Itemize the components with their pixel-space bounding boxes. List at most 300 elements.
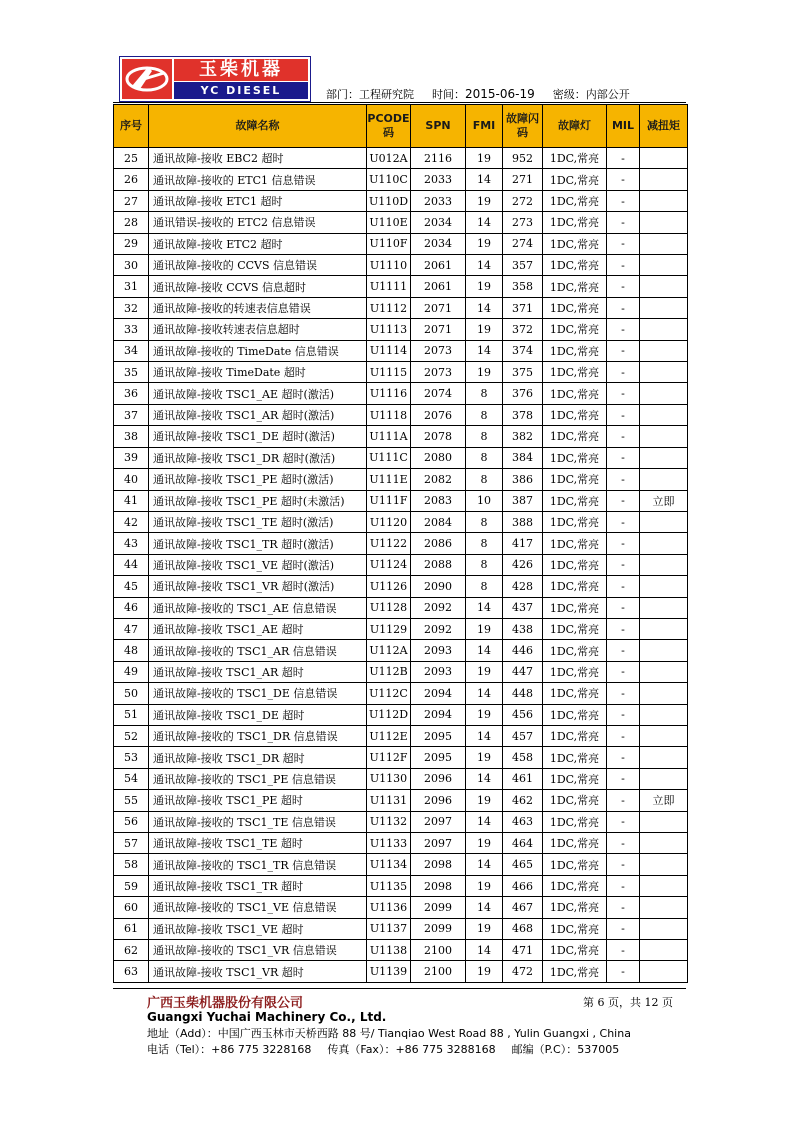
table-row [114, 533, 688, 554]
cell-fault-lamp: 1DC,常亮 [543, 426, 607, 447]
cell-fmi: 14 [466, 854, 503, 875]
header-divider [113, 102, 686, 103]
cell-pcode: U1118 [367, 404, 411, 425]
cell-spn: 2092 [411, 597, 466, 618]
cell-fault-name: 通讯故障-接收的 TSC1_VE 信息错误 [149, 897, 367, 918]
cell-torque-reduction [640, 961, 688, 982]
cell-fault-name: 通讯故障-接收的 TSC1_AE 信息错误 [149, 597, 367, 618]
cell-torque-reduction [640, 233, 688, 254]
table-row [114, 618, 688, 639]
cell-fmi: 14 [466, 897, 503, 918]
cell-index: 26 [114, 169, 149, 190]
cell-pcode: U110F [367, 233, 411, 254]
cell-fmi: 10 [466, 490, 503, 511]
cell-torque-reduction [640, 897, 688, 918]
cell-flash-code: 461 [503, 768, 543, 789]
cell-index: 49 [114, 661, 149, 682]
cell-pcode: U1111 [367, 276, 411, 297]
cell-mil: - [607, 790, 640, 811]
cell-spn: 2092 [411, 618, 466, 639]
cell-pcode: U1110 [367, 255, 411, 276]
cell-spn: 2090 [411, 576, 466, 597]
cell-index: 61 [114, 918, 149, 939]
cell-mil: - [607, 319, 640, 340]
table-row [114, 747, 688, 768]
table-row [114, 362, 688, 383]
cell-flash-code: 464 [503, 833, 543, 854]
cell-torque-reduction [640, 319, 688, 340]
cell-flash-code: 384 [503, 447, 543, 468]
cell-mil: - [607, 833, 640, 854]
cell-fmi: 14 [466, 255, 503, 276]
cell-torque-reduction [640, 725, 688, 746]
cell-spn: 2082 [411, 469, 466, 490]
cell-pcode: U1130 [367, 768, 411, 789]
cell-torque-reduction [640, 597, 688, 618]
cell-spn: 2034 [411, 212, 466, 233]
table-row [114, 875, 688, 896]
cell-mil: - [607, 212, 640, 233]
table-row [114, 490, 688, 511]
cell-flash-code: 448 [503, 683, 543, 704]
cell-flash-code: 456 [503, 704, 543, 725]
cell-fault-name: 通讯故障-接收 TSC1_AR 超时(激活) [149, 404, 367, 425]
cell-mil: - [607, 618, 640, 639]
cell-fmi: 19 [466, 362, 503, 383]
cell-fmi: 19 [466, 190, 503, 211]
cell-fault-lamp: 1DC,常亮 [543, 469, 607, 490]
cell-pcode: U1133 [367, 833, 411, 854]
table-row [114, 683, 688, 704]
cell-spn: 2083 [411, 490, 466, 511]
cell-spn: 2093 [411, 640, 466, 661]
table-row [114, 704, 688, 725]
cell-torque-reduction [640, 511, 688, 532]
cell-index: 30 [114, 255, 149, 276]
cell-spn: 2086 [411, 533, 466, 554]
cell-pcode: U111E [367, 469, 411, 490]
col-header-spn: SPN [411, 105, 466, 148]
cell-fault-name: 通讯故障-接收 TSC1_PE 超时(激活) [149, 469, 367, 490]
cell-pcode: U1134 [367, 854, 411, 875]
cell-flash-code: 462 [503, 790, 543, 811]
cell-flash-code: 465 [503, 854, 543, 875]
cell-fault-lamp: 1DC,常亮 [543, 340, 607, 361]
cell-fault-lamp: 1DC,常亮 [543, 661, 607, 682]
cell-torque-reduction [640, 169, 688, 190]
cell-mil: - [607, 426, 640, 447]
cell-index: 34 [114, 340, 149, 361]
cell-mil: - [607, 576, 640, 597]
cell-torque-reduction [640, 383, 688, 404]
cell-fault-name: 通讯故障-接收的 TimeDate 信息错误 [149, 340, 367, 361]
cell-flash-code: 386 [503, 469, 543, 490]
cell-pcode: U112A [367, 640, 411, 661]
cell-torque-reduction [640, 148, 688, 169]
cell-spn: 2096 [411, 790, 466, 811]
cell-spn: 2076 [411, 404, 466, 425]
cell-torque-reduction [640, 833, 688, 854]
cell-fmi: 14 [466, 640, 503, 661]
cell-fault-lamp: 1DC,常亮 [543, 790, 607, 811]
cell-flash-code: 466 [503, 875, 543, 896]
cell-fault-lamp: 1DC,常亮 [543, 683, 607, 704]
cell-mil: - [607, 597, 640, 618]
cell-pcode: U1132 [367, 811, 411, 832]
cell-index: 43 [114, 533, 149, 554]
cell-mil: - [607, 725, 640, 746]
cell-flash-code: 438 [503, 618, 543, 639]
cell-pcode: U111A [367, 426, 411, 447]
cell-mil: - [607, 747, 640, 768]
cell-mil: - [607, 554, 640, 575]
cell-spn: 2096 [411, 768, 466, 789]
yc-emblem-icon [122, 59, 172, 99]
table-row [114, 897, 688, 918]
cell-fault-name: 通讯故障-接收 TSC1_VR 超时 [149, 961, 367, 982]
cell-index: 58 [114, 854, 149, 875]
cell-fault-name: 通讯故障-接收的 TSC1_VR 信息错误 [149, 940, 367, 961]
cell-spn: 2099 [411, 897, 466, 918]
cell-fmi: 14 [466, 811, 503, 832]
cell-torque-reduction [640, 297, 688, 318]
cell-spn: 2100 [411, 940, 466, 961]
cell-mil: - [607, 490, 640, 511]
cell-pcode: U110E [367, 212, 411, 233]
cell-fault-lamp: 1DC,常亮 [543, 918, 607, 939]
table-row [114, 255, 688, 276]
department-label: 部门：工程研究院 [326, 88, 414, 101]
cell-pcode: U1135 [367, 875, 411, 896]
cell-fault-lamp: 1DC,常亮 [543, 640, 607, 661]
cell-spn: 2098 [411, 854, 466, 875]
cell-mil: - [607, 918, 640, 939]
fax: 传真（Fax）：+86 775 3288168 [327, 1043, 496, 1056]
cell-flash-code: 387 [503, 490, 543, 511]
cell-mil: - [607, 768, 640, 789]
cell-torque-reduction [640, 426, 688, 447]
cell-fmi: 14 [466, 340, 503, 361]
cell-fault-lamp: 1DC,常亮 [543, 704, 607, 725]
cell-mil: - [607, 169, 640, 190]
cell-index: 46 [114, 597, 149, 618]
cell-mil: - [607, 683, 640, 704]
cell-fmi: 8 [466, 554, 503, 575]
cell-fault-name: 通讯故障-接收 TSC1_TR 超时(激活) [149, 533, 367, 554]
cell-fault-lamp: 1DC,常亮 [543, 212, 607, 233]
cell-mil: - [607, 661, 640, 682]
cell-spn: 2033 [411, 169, 466, 190]
col-header-index: 序号 [114, 105, 149, 148]
cell-spn: 2099 [411, 918, 466, 939]
cell-fmi: 8 [466, 404, 503, 425]
cell-fmi: 8 [466, 533, 503, 554]
postcode: 邮编（P.C）：537005 [511, 1043, 620, 1056]
cell-flash-code: 371 [503, 297, 543, 318]
cell-index: 25 [114, 148, 149, 169]
cell-torque-reduction [640, 212, 688, 233]
cell-index: 41 [114, 490, 149, 511]
telephone: 电话（Tel）：+86 775 3228168 [147, 1043, 312, 1056]
cell-pcode: U112E [367, 725, 411, 746]
cell-mil: - [607, 940, 640, 961]
cell-index: 47 [114, 618, 149, 639]
cell-fmi: 19 [466, 618, 503, 639]
cell-fault-lamp: 1DC,常亮 [543, 362, 607, 383]
table-row [114, 597, 688, 618]
cell-index: 33 [114, 319, 149, 340]
table-row [114, 576, 688, 597]
cell-mil: - [607, 255, 640, 276]
cell-fmi: 19 [466, 918, 503, 939]
cell-flash-code: 428 [503, 576, 543, 597]
fault-rows [114, 148, 688, 983]
company-name-cn: 广西玉柴机器股份有限公司 [147, 996, 304, 1011]
col-header-mil: MIL [607, 105, 640, 148]
fault-code-table [113, 104, 688, 983]
cell-flash-code: 417 [503, 533, 543, 554]
cell-spn: 2084 [411, 511, 466, 532]
cell-fault-lamp: 1DC,常亮 [543, 897, 607, 918]
cell-fmi: 19 [466, 319, 503, 340]
table-row [114, 854, 688, 875]
col-header-flash-code: 故障闪码 [503, 105, 543, 148]
cell-fault-lamp: 1DC,常亮 [543, 490, 607, 511]
cell-torque-reduction [640, 811, 688, 832]
cell-index: 45 [114, 576, 149, 597]
cell-torque-reduction [640, 704, 688, 725]
cell-fault-name: 通讯故障-接收的 TSC1_TE 信息错误 [149, 811, 367, 832]
cell-flash-code: 457 [503, 725, 543, 746]
cell-mil: - [607, 704, 640, 725]
cell-torque-reduction [640, 854, 688, 875]
cell-fmi: 14 [466, 169, 503, 190]
cell-flash-code: 273 [503, 212, 543, 233]
cell-mil: - [607, 362, 640, 383]
cell-pcode: U111F [367, 490, 411, 511]
cell-spn: 2088 [411, 554, 466, 575]
document-date: 2015-06-19 [465, 87, 535, 101]
cell-fault-name: 通讯故障-接收 TSC1_TE 超时 [149, 833, 367, 854]
cell-index: 44 [114, 554, 149, 575]
cell-spn: 2061 [411, 255, 466, 276]
cell-flash-code: 375 [503, 362, 543, 383]
cell-spn: 2116 [411, 148, 466, 169]
cell-torque-reduction [640, 576, 688, 597]
cell-pcode: U111C [367, 447, 411, 468]
cell-fault-name: 通讯故障-接收 TSC1_PE 超时 [149, 790, 367, 811]
cell-spn: 2071 [411, 297, 466, 318]
cell-fmi: 14 [466, 683, 503, 704]
table-row [114, 833, 688, 854]
cell-pcode: U1131 [367, 790, 411, 811]
cell-pcode: U112F [367, 747, 411, 768]
cell-pcode: U112B [367, 661, 411, 682]
cell-fault-lamp: 1DC,常亮 [543, 747, 607, 768]
cell-index: 55 [114, 790, 149, 811]
cell-torque-reduction: 立即 [640, 490, 688, 511]
cell-fmi: 8 [466, 447, 503, 468]
cell-torque-reduction [640, 554, 688, 575]
cell-fault-name: 通讯故障-接收 TSC1_VE 超时(激活) [149, 554, 367, 575]
cell-fault-name: 通讯故障-接收的 TSC1_AR 信息错误 [149, 640, 367, 661]
cell-torque-reduction [640, 940, 688, 961]
cell-fmi: 14 [466, 725, 503, 746]
cell-fault-name: 通讯故障-接收 TSC1_DE 超时(激活) [149, 426, 367, 447]
cell-index: 52 [114, 725, 149, 746]
table-row [114, 383, 688, 404]
page-number: 第 6 页，共 12 页 [583, 996, 673, 1009]
cell-pcode: U1122 [367, 533, 411, 554]
cell-index: 29 [114, 233, 149, 254]
table-row [114, 725, 688, 746]
cell-fault-lamp: 1DC,常亮 [543, 961, 607, 982]
cell-fault-lamp: 1DC,常亮 [543, 404, 607, 425]
cell-torque-reduction [640, 340, 688, 361]
time-label: 时间： [432, 88, 465, 101]
cell-mil: - [607, 875, 640, 896]
cell-pcode: U1112 [367, 297, 411, 318]
table-row [114, 276, 688, 297]
cell-fault-name: 通讯故障-接收 TSC1_TE 超时(激活) [149, 511, 367, 532]
table-row [114, 447, 688, 468]
cell-torque-reduction: 立即 [640, 790, 688, 811]
cell-fault-name: 通讯故障-接收转速表信息超时 [149, 319, 367, 340]
cell-index: 37 [114, 404, 149, 425]
cell-mil: - [607, 404, 640, 425]
cell-fmi: 14 [466, 212, 503, 233]
cell-torque-reduction [640, 469, 688, 490]
cell-flash-code: 471 [503, 940, 543, 961]
cell-mil: - [607, 190, 640, 211]
cell-flash-code: 463 [503, 811, 543, 832]
cell-fmi: 19 [466, 790, 503, 811]
cell-fault-name: 通讯故障-接收的 CCVS 信息错误 [149, 255, 367, 276]
cell-flash-code: 426 [503, 554, 543, 575]
col-header-fmi: FMI [466, 105, 503, 148]
cell-pcode: U1136 [367, 897, 411, 918]
cell-fault-lamp: 1DC,常亮 [543, 576, 607, 597]
cell-mil: - [607, 854, 640, 875]
cell-fault-name: 通讯故障-接收 TSC1_AE 超时 [149, 618, 367, 639]
cell-flash-code: 472 [503, 961, 543, 982]
table-row [114, 940, 688, 961]
cell-flash-code: 952 [503, 148, 543, 169]
cell-fmi: 19 [466, 148, 503, 169]
cell-index: 59 [114, 875, 149, 896]
cell-flash-code: 447 [503, 661, 543, 682]
cell-fault-lamp: 1DC,常亮 [543, 554, 607, 575]
cell-pcode: U1116 [367, 383, 411, 404]
cell-fmi: 8 [466, 383, 503, 404]
cell-fault-lamp: 1DC,常亮 [543, 169, 607, 190]
cell-flash-code: 272 [503, 190, 543, 211]
cell-fmi: 14 [466, 940, 503, 961]
cell-fmi: 8 [466, 426, 503, 447]
cell-torque-reduction [640, 404, 688, 425]
cell-mil: - [607, 811, 640, 832]
cell-fault-name: 通讯故障-接收 TSC1_AR 超时 [149, 661, 367, 682]
cell-index: 40 [114, 469, 149, 490]
cell-fault-name: 通讯故障-接收的 TSC1_DR 信息错误 [149, 725, 367, 746]
cell-pcode: U1129 [367, 618, 411, 639]
cell-index: 60 [114, 897, 149, 918]
table-row [114, 961, 688, 982]
cell-fault-name: 通讯故障-接收的 TSC1_PE 信息错误 [149, 768, 367, 789]
cell-fault-lamp: 1DC,常亮 [543, 725, 607, 746]
cell-index: 32 [114, 297, 149, 318]
cell-fault-name: 通讯错误-接收的 ETC2 信息错误 [149, 212, 367, 233]
cell-pcode: U1139 [367, 961, 411, 982]
cell-mil: - [607, 961, 640, 982]
cell-spn: 2080 [411, 447, 466, 468]
cell-torque-reduction [640, 747, 688, 768]
contact-info [147, 1041, 619, 1057]
cell-spn: 2071 [411, 319, 466, 340]
cell-torque-reduction [640, 618, 688, 639]
cell-mil: - [607, 533, 640, 554]
cell-mil: - [607, 340, 640, 361]
cell-spn: 2073 [411, 340, 466, 361]
cell-torque-reduction [640, 190, 688, 211]
cell-fmi: 19 [466, 961, 503, 982]
company-logo [119, 56, 311, 102]
cell-index: 48 [114, 640, 149, 661]
cell-fmi: 19 [466, 704, 503, 725]
cell-flash-code: 458 [503, 747, 543, 768]
cell-pcode: U012A [367, 148, 411, 169]
cell-mil: - [607, 897, 640, 918]
col-header-fault-lamp: 故障灯 [543, 105, 607, 148]
cell-mil: - [607, 276, 640, 297]
cell-index: 36 [114, 383, 149, 404]
cell-fault-name: 通讯故障-接收 TSC1_DR 超时 [149, 747, 367, 768]
cell-index: 57 [114, 833, 149, 854]
cell-pcode: U1138 [367, 940, 411, 961]
table-row [114, 233, 688, 254]
cell-fault-name: 通讯故障-接收 TSC1_VE 超时 [149, 918, 367, 939]
cell-flash-code: 468 [503, 918, 543, 939]
table-row [114, 918, 688, 939]
cell-index: 35 [114, 362, 149, 383]
cell-fault-name: 通讯故障-接收的转速表信息错误 [149, 297, 367, 318]
cell-index: 54 [114, 768, 149, 789]
cell-index: 27 [114, 190, 149, 211]
cell-fault-lamp: 1DC,常亮 [543, 233, 607, 254]
company-address: 地址（Add）：中国广西玉林市天桥西路 88 号/ Tianqiao West Road 88 , Yulin Guangxi , China [147, 1027, 631, 1040]
cell-fault-lamp: 1DC,常亮 [543, 768, 607, 789]
cell-fmi: 14 [466, 297, 503, 318]
cell-fault-lamp: 1DC,常亮 [543, 618, 607, 639]
table-row [114, 148, 688, 169]
cell-fault-lamp: 1DC,常亮 [543, 447, 607, 468]
cell-mil: - [607, 511, 640, 532]
cell-torque-reduction [640, 362, 688, 383]
table-header-row [114, 105, 688, 148]
cell-fmi: 14 [466, 768, 503, 789]
table-row [114, 190, 688, 211]
col-header-torque-reduction: 减扭矩 [640, 105, 688, 148]
cell-fault-name: 通讯故障-接收 TSC1_DR 超时(激活) [149, 447, 367, 468]
cell-torque-reduction [640, 918, 688, 939]
cell-fault-name: 通讯故障-接收 ETC2 超时 [149, 233, 367, 254]
cell-fmi: 19 [466, 661, 503, 682]
cell-fault-lamp: 1DC,常亮 [543, 811, 607, 832]
cell-fault-lamp: 1DC,常亮 [543, 276, 607, 297]
cell-fault-lamp: 1DC,常亮 [543, 854, 607, 875]
cell-fmi: 8 [466, 576, 503, 597]
cell-mil: - [607, 447, 640, 468]
